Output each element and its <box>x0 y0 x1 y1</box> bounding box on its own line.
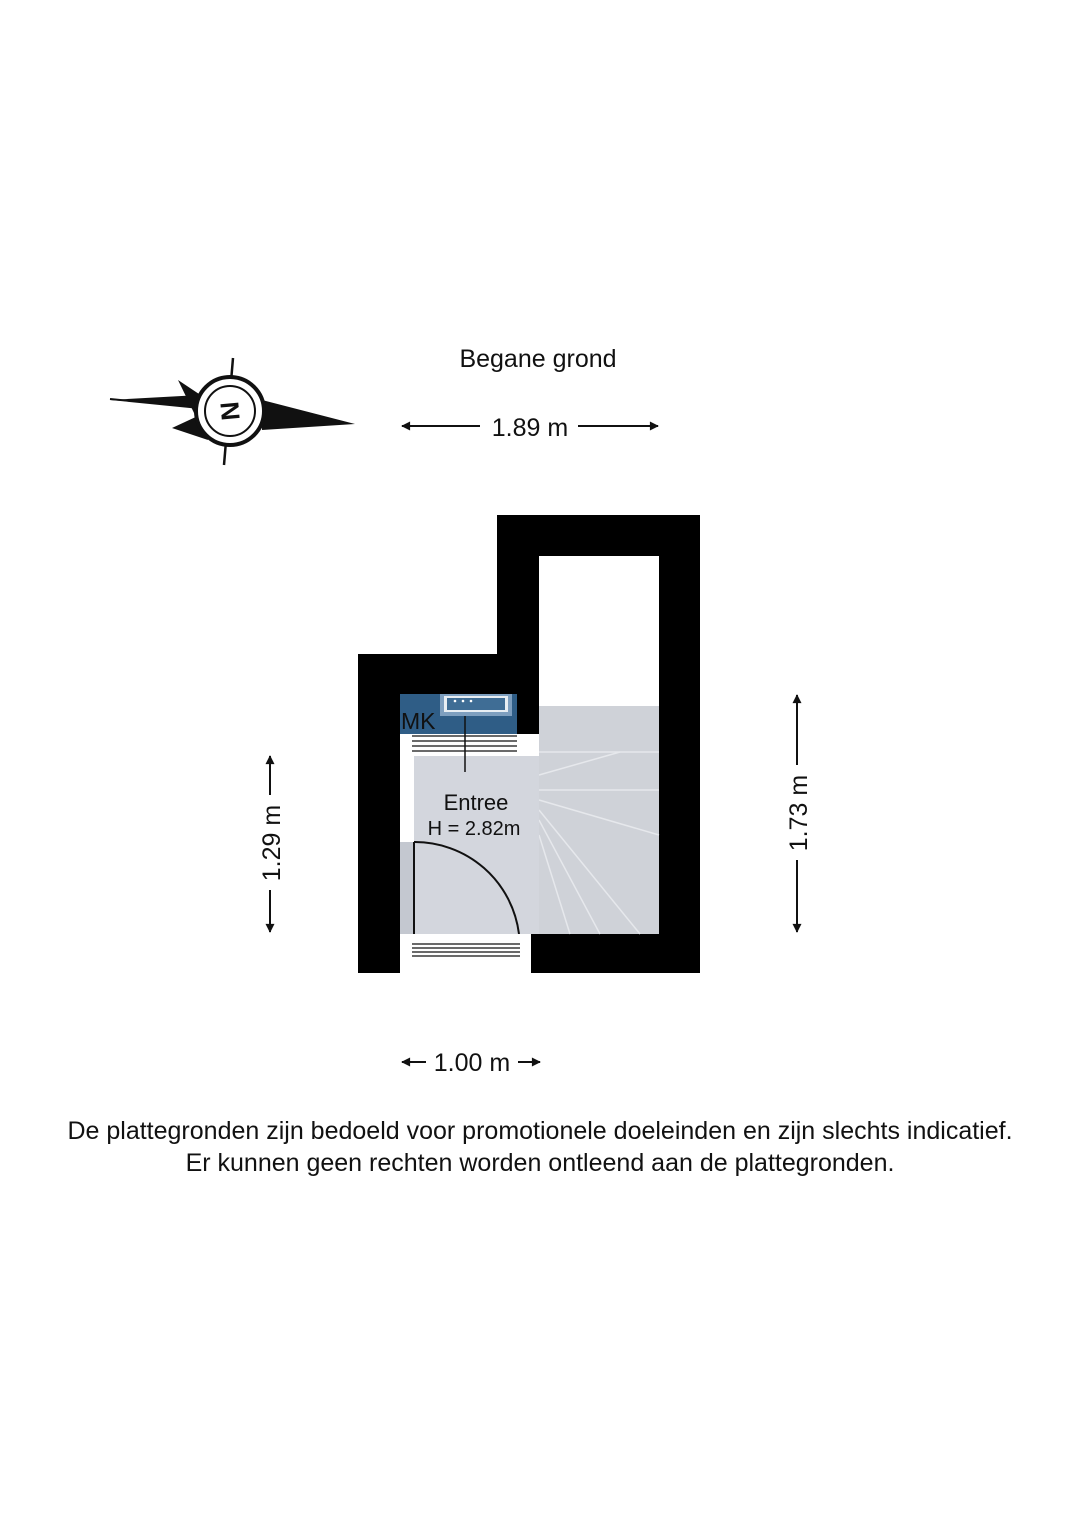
meter-cupboard-label: MK <box>401 708 436 734</box>
entree-name: Entree <box>443 790 509 815</box>
entrance-threshold <box>400 934 531 973</box>
north-label: N <box>214 400 246 422</box>
dimension-bottom-width <box>402 1049 540 1077</box>
meter-cupboard <box>400 694 517 734</box>
dimension-right-label: 1.73 m <box>785 774 813 852</box>
dimension-bottom-label: 1.00 m <box>433 1049 511 1077</box>
dimension-right-height <box>785 695 813 932</box>
compass-icon <box>110 358 355 465</box>
upper-room <box>539 556 659 706</box>
dimension-top-label: 1.89 m <box>491 414 569 442</box>
disclaimer-line-1: De plattegronden zijn bedoeld voor promotionele doeleinden en zijn slechts indicatief. <box>67 1117 1013 1145</box>
dimension-left-height <box>258 756 286 932</box>
stairs <box>539 706 659 934</box>
floor-title: Begane grond <box>459 345 617 373</box>
disclaimer-line-2: Er kunnen geen rechten worden ontleend aan de plattegronden. <box>185 1149 895 1177</box>
dimension-left-label: 1.29 m <box>258 804 286 882</box>
dimension-top-width <box>402 414 658 442</box>
entree-height: H = 2.82m <box>427 818 521 840</box>
upper-threshold <box>400 734 539 756</box>
